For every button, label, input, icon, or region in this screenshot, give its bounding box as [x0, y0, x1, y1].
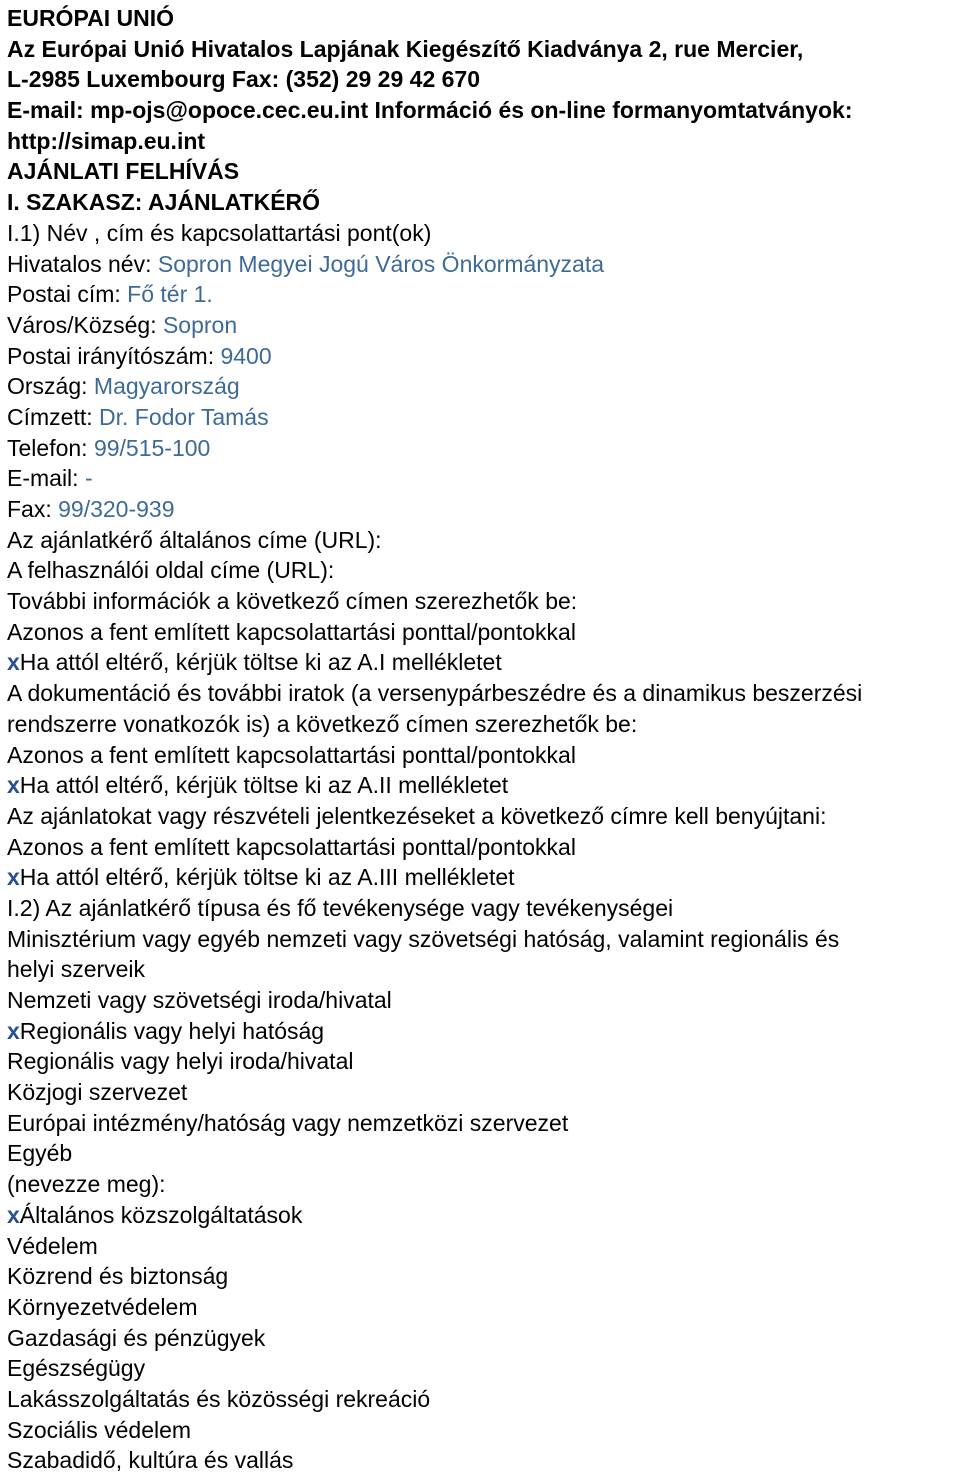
field-official-name	[7, 249, 960, 280]
same-contact-option: Azonos a fent említett kapcsolattartási ponttal/pontokkal	[7, 833, 576, 860]
annex-a2-option	[7, 770, 960, 801]
field-label: Város/Község:	[7, 311, 163, 338]
activity-general-services	[7, 1200, 960, 1231]
field-label: Hivatalos név:	[7, 250, 158, 277]
same-contact-option: Azonos a fent említett kapcsolattartási ponttal/pontokkal	[7, 741, 576, 768]
authority-type-eu-institution: Európai intézmény/hatóság vagy nemzetközi szervezet	[7, 1109, 569, 1136]
field-postal-code	[7, 341, 960, 372]
authority-type-ministry: Minisztérium vagy egyéb nemzeti vagy szövetségi hatóság, valamint regionális és	[7, 925, 840, 952]
activity-environment: Környezetvédelem	[7, 1293, 198, 1320]
field-value: 99/320-939	[58, 496, 175, 522]
activity-housing: Lakásszolgáltatás és közösségi rekreáció	[7, 1385, 431, 1412]
activity-health: Egészségügy	[7, 1355, 146, 1382]
option-label: Ha attól eltérő, kérjük töltse ki az A.II mellékletet	[19, 772, 509, 799]
field-country	[7, 371, 960, 402]
checked-mark-icon: x	[7, 1201, 20, 1228]
authority-type-public-body: Közjogi szervezet	[7, 1079, 188, 1106]
annex-a3-option	[7, 862, 960, 893]
option-label: Ha attól eltérő, kérjük töltse ki az A.III mellékletet	[19, 864, 515, 891]
option-label: Ha attól eltérő, kérjük töltse ki az A.I mellékletet	[19, 649, 502, 676]
header-publisher: Az Európai Unió Hivatalos Lapjának Kiegészítő Kiadványa 2, rue Mercier,	[7, 35, 804, 62]
field-label: E-mail:	[7, 465, 85, 492]
option-label: Általános közszolgáltatások	[19, 1201, 303, 1228]
activity-defence: Védelem	[7, 1232, 98, 1259]
notice-title: AJÁNLATI FELHÍVÁS	[7, 158, 240, 185]
header-url: http://simap.eu.int	[7, 127, 206, 154]
field-value: Sopron Megyei Jogú Város Önkormányzata	[157, 250, 605, 277]
authority-type-regional-authority	[7, 1016, 960, 1047]
field-label: Telefon:	[7, 434, 94, 461]
field-fax	[7, 494, 960, 525]
field-value: -	[84, 465, 93, 492]
checked-mark-icon: x	[7, 772, 20, 799]
field-value: Dr. Fodor Tamás	[99, 403, 269, 430]
header-address: L-2985 Luxembourg Fax: (352) 29 29 42 670	[7, 66, 480, 93]
authority-type-specify: (nevezze meg):	[7, 1171, 166, 1198]
field-label: Postai cím:	[7, 281, 128, 308]
activity-economic-financial: Gazdasági és pénzügyek	[7, 1324, 266, 1351]
checked-mark-icon: x	[7, 864, 20, 891]
section-title: I. SZAKASZ: AJÁNLATKÉRŐ	[7, 189, 321, 216]
activity-social-protection: Szociális védelem	[7, 1416, 192, 1443]
authority-type-ministry-continued: helyi szerveik	[7, 956, 146, 983]
general-url-label: Az ajánlatkérő általános címe (URL):	[7, 526, 382, 553]
field-label: Címzett:	[7, 403, 100, 430]
field-phone	[7, 433, 960, 464]
header-email: E-mail: mp-ojs@opoce.cec.eu.int Információ és on-line formanyomtatványok:	[7, 97, 853, 124]
field-town	[7, 310, 960, 341]
activity-recreation-culture: Szabadidő, kultúra és vallás	[7, 1447, 294, 1474]
annex-a1-option	[7, 647, 960, 678]
checked-mark-icon: x	[7, 649, 20, 676]
header-eu: EURÓPAI UNIÓ	[7, 5, 174, 31]
field-value: 99/515-100	[93, 434, 211, 461]
section-1-2-heading: I.2) Az ajánlatkérő típusa és fő tevékenysége vagy tevékenységei	[7, 894, 674, 921]
submit-intro: Az ajánlatokat vagy részvételi jelentkezéseket a következő címre kell benyújtani:	[7, 802, 827, 829]
same-contact-option: Azonos a fent említett kapcsolattartási ponttal/pontokkal	[7, 618, 576, 645]
field-addressee	[7, 402, 960, 433]
option-label: Regionális vagy helyi hatóság	[19, 1017, 325, 1044]
field-label: Postai irányítószám:	[7, 342, 221, 369]
field-value: Sopron	[162, 311, 238, 338]
field-label: Fax:	[7, 496, 59, 522]
docs-intro-continued: rendszerre vonatkozók is) a következő címen szerezhetők be:	[7, 710, 638, 737]
docs-intro: A dokumentáció és további iratok (a versenypárbeszédre és a dinamikus beszerzési	[7, 680, 863, 707]
field-postal-address	[7, 279, 960, 310]
authority-type-regional-agency: Regionális vagy helyi iroda/hivatal	[7, 1048, 354, 1075]
field-value: Fő tér 1.	[127, 281, 213, 308]
info-intro: További információk a következő címen szerezhetők be:	[7, 588, 578, 615]
profile-url-label: A felhasználói oldal címe (URL):	[7, 557, 335, 584]
authority-type-national-agency: Nemzeti vagy szövetségi iroda/hivatal	[7, 987, 392, 1013]
checked-mark-icon: x	[7, 1017, 20, 1044]
field-value: Magyarország	[93, 373, 240, 400]
field-label: Ország:	[7, 373, 94, 400]
authority-type-other: Egyéb	[7, 1140, 73, 1167]
field-value: 9400	[220, 342, 272, 369]
field-email	[7, 463, 960, 494]
activity-public-order: Közrend és biztonság	[7, 1263, 229, 1290]
section-1-1-heading: I.1) Név , cím és kapcsolattartási pont(ok)	[7, 219, 432, 246]
